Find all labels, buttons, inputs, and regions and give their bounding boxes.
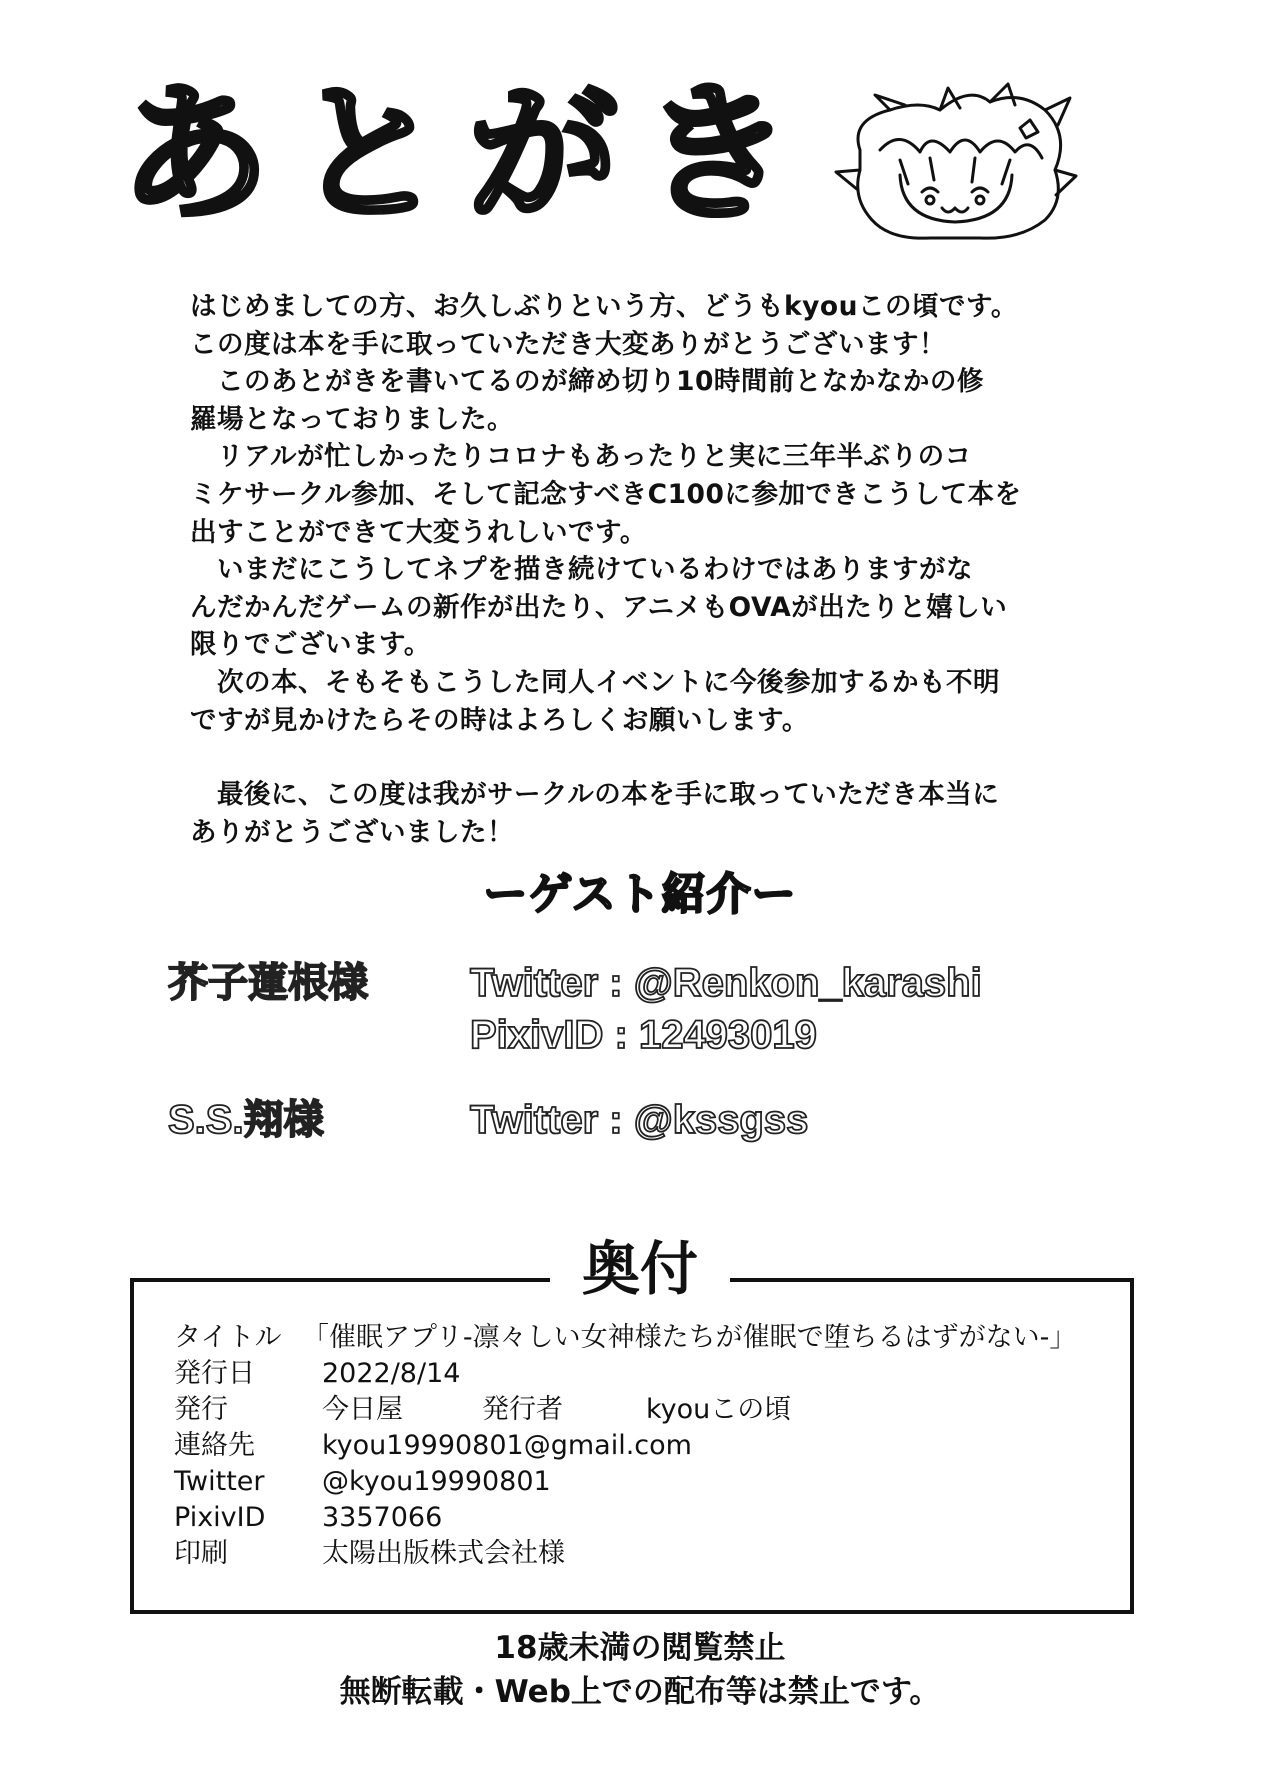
chibi-character-drawing	[830, 80, 1080, 250]
afterword-closing-line: ありがとうございました！	[190, 816, 514, 848]
colophon-rows	[174, 1320, 1114, 1572]
afterword-line: 次の本、そもそもこうした同人イベントに今後参加するかも不明	[190, 666, 1000, 698]
afterword-line: ですが見かけたらその時はよろしくお願いします。	[190, 704, 809, 736]
colophon-box	[130, 1278, 1134, 1614]
afterword-line: リアルが忙しかったりコロナもあったりと実に三年半ぶりのコ	[190, 441, 972, 473]
afterword-title: あとがき	[120, 68, 817, 242]
colophon-date-label: 発行日	[174, 1358, 255, 1389]
guest-handles	[470, 1095, 808, 1147]
afterword-line: いまだにこうしてネプを描き続けているわけではありますがな	[190, 554, 973, 586]
afterword-line: 羅場となっておりました。	[190, 403, 514, 435]
colophon-heading	[0, 1235, 1280, 1303]
afterword-line: このあとがきを書いてるのが締め切り10時間前となかなかの修	[190, 366, 984, 398]
colophon-twitter-label: Twitter	[174, 1466, 265, 1497]
guest-handles	[470, 958, 982, 1062]
colophon-row-twitter	[174, 1464, 1114, 1500]
colophon-title-value: 「催眠アプリ-凛々しい女神様たちが催眠で堕ちるはずがない-」	[302, 1322, 1077, 1353]
guest-section-heading: ーゲスト紹介ー	[483, 870, 797, 919]
colophon-title-label: タイトル	[174, 1322, 282, 1353]
redistribution-notice: 無断転載・Web上での配布等は禁止です。	[339, 1674, 941, 1710]
guest-twitter: Twitter : @Renkon_karashi	[470, 961, 982, 1005]
colophon-twitter-value: @kyou19990801	[322, 1466, 551, 1497]
afterword-line: はじめましての方、お久しぶりという方、どうもkyouこの頃です。	[190, 291, 1018, 322]
age-restriction-notice: 18歳未満の閲覧禁止	[494, 1630, 786, 1666]
colophon-row-contact	[174, 1428, 1114, 1464]
colophon-date-value: 2022/8/14	[322, 1358, 461, 1389]
colophon-row-publisher	[174, 1392, 1114, 1428]
colophon-print-value: 太陽出版株式会社様	[322, 1538, 565, 1569]
afterword-line: 限りでございます。	[190, 629, 431, 661]
colophon-issuer-label: 発行者	[482, 1394, 563, 1425]
guest-twitter: Twitter : @kssgss	[470, 1098, 809, 1142]
colophon-print-label: 印刷	[174, 1538, 228, 1569]
colophon-row-title	[174, 1320, 1114, 1356]
colophon-heading-text: 奥付	[550, 1235, 730, 1303]
afterword-closing-line: 最後に、この度は我がサークルの本を手に取っていただき本当に	[190, 779, 1000, 811]
afterword-body	[190, 288, 1120, 851]
colophon-row-pixiv	[174, 1500, 1114, 1536]
colophon-publisher-label: 発行	[174, 1394, 228, 1425]
colophon-pixiv-label: PixivID	[174, 1502, 266, 1533]
guest-pixiv: PixivID : 12493019	[470, 1013, 817, 1057]
afterword-line: この度は本を手に取っていただき大変ありがとうございます！	[190, 328, 946, 360]
colophon-contact-label: 連絡先	[174, 1430, 255, 1461]
colophon-contact-value: kyou19990801@gmail.com	[322, 1430, 692, 1461]
paragraph-gap	[190, 739, 1120, 776]
afterword-line: んだかんだゲームの新作が出たり、アニメもOVAが出たりと嬉しい	[190, 591, 1008, 623]
colophon-issuer-value: kyouこの頃	[646, 1394, 792, 1425]
colophon-row-date	[174, 1356, 1114, 1392]
afterword-line: 出すことができて大変うれしいです。	[190, 516, 647, 548]
colophon-row-print	[174, 1536, 1114, 1572]
guest-name: 芥子蓮根様	[168, 961, 368, 1005]
afterword-line: ミケサークル参加、そして記念すべきC100に参加できこうして本を	[190, 478, 1022, 510]
colophon-publisher-value: 今日屋	[322, 1394, 403, 1425]
colophon-pixiv-value: 3357066	[322, 1502, 443, 1533]
guest-name: S.S.翔様	[168, 1098, 324, 1142]
